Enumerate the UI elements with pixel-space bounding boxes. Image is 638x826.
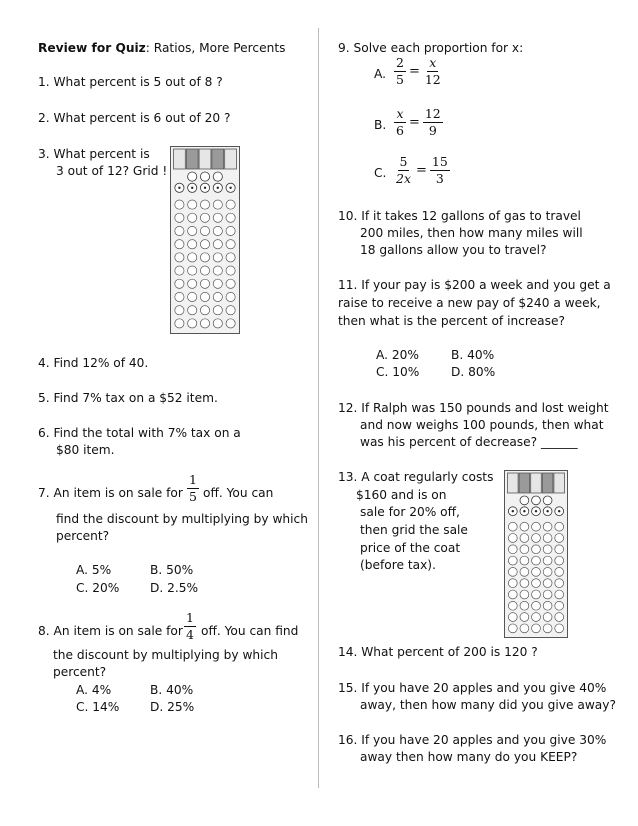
grid-digit-bubble — [188, 292, 197, 301]
grid-decimal-dot — [217, 187, 219, 189]
grid-digit-bubble — [200, 306, 209, 315]
question-7-line2: find the discount by multiplying by which — [56, 512, 308, 526]
grid-digit-bubble — [520, 567, 529, 576]
question-9: 9. Solve each proportion for x: — [338, 41, 524, 55]
q8-choice-a: A. 4% — [76, 683, 112, 697]
grid-digit-bubble — [213, 226, 222, 235]
question-4: 4. Find 12% of 40. — [38, 356, 149, 370]
q9c-label: C. — [374, 166, 387, 180]
grid-digit-bubble — [543, 534, 552, 543]
grid-answer-box — [186, 149, 198, 169]
question-7-line3: percent? — [56, 529, 110, 543]
grid-digit-bubble — [188, 306, 197, 315]
q9b-label: B. — [374, 118, 387, 132]
grid-digit-bubble — [226, 279, 235, 288]
grid-decimal-dot — [229, 187, 231, 189]
grid-digit-bubble — [543, 624, 552, 633]
question-10-line1: 10. If it takes 12 gallons of gas to travel — [338, 209, 581, 223]
grid-digit-bubble — [532, 624, 541, 633]
grid-digit-bubble — [508, 534, 517, 543]
question-12-line2: and now weighs 100 pounds, then what — [360, 418, 604, 432]
question-13-line3: sale for 20% off, — [360, 505, 460, 519]
grid-digit-bubble — [175, 240, 184, 249]
q8-numerator: 1 — [186, 610, 194, 625]
grid-digit-bubble — [532, 545, 541, 554]
grid-slash-bubble — [200, 172, 209, 181]
grid-digit-bubble — [508, 556, 517, 565]
q7-choice-d: D. 2.5% — [150, 581, 199, 595]
question-14: 14. What percent of 200 is 120 ? — [338, 645, 538, 659]
grid-digit-bubble — [200, 213, 209, 222]
grid-digit-bubble — [200, 292, 209, 301]
grid-digit-bubble — [213, 200, 222, 209]
grid-answer-box — [531, 473, 542, 493]
grid-digit-bubble — [226, 213, 235, 222]
q7-numerator: 1 — [189, 472, 197, 487]
grid-decimal-dot — [178, 187, 180, 189]
question-16-line2: away then how many do you KEEP? — [360, 750, 578, 764]
grid-digit-bubble — [200, 240, 209, 249]
grid-digit-bubble — [175, 266, 184, 275]
grid-decimal-dot — [191, 187, 193, 189]
grid-digit-bubble — [520, 590, 529, 599]
question-13-line1: 13. A coat regularly costs — [338, 470, 494, 484]
question-12-line1: 12. If Ralph was 150 pounds and lost weight — [338, 401, 609, 415]
question-15-line2: away, then how many did you give away? — [360, 698, 616, 712]
grid-slash-bubble — [188, 172, 197, 181]
q8-denominator: 4 — [186, 627, 194, 642]
grid-digit-bubble — [520, 579, 529, 588]
question-3-line2: 3 out of 12? Grid ! — [56, 164, 168, 178]
question-5: 5. Find 7% tax on a $52 item. — [38, 391, 218, 405]
grid-digit-bubble — [226, 292, 235, 301]
grid-digit-bubble — [200, 226, 209, 235]
q9c-proportion: $\frac{5}{2x}$ = $\frac{15}{3}$ — [396, 154, 448, 186]
grid-digit-bubble — [226, 253, 235, 262]
grid-digit-bubble — [188, 253, 197, 262]
question-8-suffix: off. You can find — [201, 624, 299, 638]
grid-digit-bubble — [226, 200, 235, 209]
grid-digit-bubble — [213, 253, 222, 262]
grid-digit-bubble — [200, 253, 209, 262]
question-13-line5: price of the coat — [360, 541, 461, 555]
question-13-line4: then grid the sale — [360, 523, 468, 537]
grid-digit-bubble — [213, 213, 222, 222]
question-1: 1. What percent is 5 out of 8 ? — [38, 75, 223, 89]
grid-digit-bubble — [508, 590, 517, 599]
grid-digit-bubble — [175, 253, 184, 262]
q11-choice-d: D. 80% — [451, 365, 496, 379]
grid-digit-bubble — [543, 613, 552, 622]
grid-decimal-dot — [523, 510, 525, 512]
grid-digit-bubble — [520, 601, 529, 610]
grid-digit-bubble — [508, 567, 517, 576]
grid-digit-bubble — [200, 200, 209, 209]
grid-digit-bubble — [508, 613, 517, 622]
q7-denominator: 5 — [189, 489, 197, 504]
grid-slash-bubble — [213, 172, 222, 181]
grid-digit-bubble — [543, 579, 552, 588]
grid-digit-bubble — [532, 579, 541, 588]
question-11-line3: then what is the percent of increase? — [338, 314, 565, 328]
grid-slash-bubble — [543, 496, 552, 505]
question-13-line6: (before tax). — [360, 558, 436, 572]
grid-digit-bubble — [555, 590, 564, 599]
question-2: 2. What percent is 6 out of 20 ? — [38, 111, 231, 125]
grid-digit-bubble — [213, 240, 222, 249]
grid-decimal-dot — [558, 510, 560, 512]
grid-digit-bubble — [175, 200, 184, 209]
grid-digit-bubble — [520, 522, 529, 531]
q7-choice-a: A. 5% — [76, 563, 112, 577]
question-16-line1: 16. If you have 20 apples and you give 30% — [338, 733, 607, 747]
grid-digit-bubble — [532, 556, 541, 565]
grid-digit-bubble — [555, 579, 564, 588]
grid-digit-bubble — [175, 319, 184, 328]
grid-digit-bubble — [532, 522, 541, 531]
grid-answer-box — [199, 149, 211, 169]
grid-digit-bubble — [543, 567, 552, 576]
grid-digit-bubble — [555, 556, 564, 565]
q8-choice-d: D. 25% — [150, 700, 195, 714]
grid-digit-bubble — [175, 279, 184, 288]
q9b-proportion: $\frac{x}{6}$ = $\frac{12}{9}$ — [396, 106, 441, 138]
grid-answer-box — [554, 473, 565, 493]
grid-digit-bubble — [213, 279, 222, 288]
grid-digit-bubble — [555, 545, 564, 554]
grid-digit-bubble — [188, 240, 197, 249]
grid-digit-bubble — [520, 613, 529, 622]
grid-digit-bubble — [200, 266, 209, 275]
grid-digit-bubble — [508, 601, 517, 610]
question-10-line2: 200 miles, then how many miles will — [360, 226, 583, 240]
grid-digit-bubble — [532, 590, 541, 599]
grid-answer-box — [174, 149, 186, 169]
grid-answer-box — [225, 149, 237, 169]
grid-digit-bubble — [508, 545, 517, 554]
grid-digit-bubble — [532, 613, 541, 622]
grid-digit-bubble — [532, 567, 541, 576]
question-8-line2: the discount by multiplying by which — [53, 648, 278, 662]
grid-digit-bubble — [226, 226, 235, 235]
grid-digit-bubble — [555, 624, 564, 633]
question-13-line2: $160 and is on — [356, 488, 447, 502]
grid-digit-bubble — [226, 266, 235, 275]
grid-digit-bubble — [555, 601, 564, 610]
question-6-line2: $80 item. — [56, 443, 115, 457]
question-8-line3: percent? — [53, 665, 107, 679]
grid-digit-bubble — [543, 590, 552, 599]
grid-decimal-dot — [546, 510, 548, 512]
q8-choice-b: B. 40% — [150, 683, 194, 697]
grid-digit-bubble — [520, 624, 529, 633]
grid-digit-bubble — [543, 601, 552, 610]
question-11-line2: raise to receive a new pay of $240 a week, — [338, 296, 601, 310]
grid-digit-bubble — [543, 545, 552, 554]
title-bold: Review for Quiz — [38, 41, 146, 55]
grid-digit-bubble — [226, 240, 235, 249]
grid-digit-bubble — [520, 534, 529, 543]
grid-digit-bubble — [188, 213, 197, 222]
grid-digit-bubble — [508, 624, 517, 633]
column-divider — [318, 28, 319, 788]
q9a-label: A. — [374, 67, 386, 81]
grid-answer-box — [212, 149, 224, 169]
question-3-line1: 3. What percent is — [38, 147, 150, 161]
q11-choice-c: C. 10% — [376, 365, 420, 379]
grid-digit-bubble — [532, 601, 541, 610]
grid-decimal-dot — [535, 510, 537, 512]
q11-choice-b: B. 40% — [451, 348, 495, 362]
grid-digit-bubble — [188, 226, 197, 235]
grid-digit-bubble — [175, 306, 184, 315]
grid-digit-bubble — [555, 522, 564, 531]
grid-digit-bubble — [213, 266, 222, 275]
grid-answer-box — [508, 473, 519, 493]
grid-digit-bubble — [508, 579, 517, 588]
grid-digit-bubble — [226, 319, 235, 328]
grid-digit-bubble — [520, 545, 529, 554]
grid-digit-bubble — [226, 306, 235, 315]
grid-digit-bubble — [555, 534, 564, 543]
question-7-suffix: off. You can — [203, 486, 274, 500]
grid-answer-box — [542, 473, 553, 493]
grid-digit-bubble — [532, 534, 541, 543]
grid-slash-bubble — [520, 496, 529, 505]
grid-digit-bubble — [175, 226, 184, 235]
question-8-fraction — [184, 611, 196, 642]
grid-digit-bubble — [543, 556, 552, 565]
grid-digit-bubble — [188, 266, 197, 275]
grid-digit-bubble — [188, 279, 197, 288]
answer-grid-q13 — [504, 470, 568, 638]
question-11-line1: 11. If your pay is $200 a week and you get a — [338, 278, 611, 292]
question-15-line1: 15. If you have 20 apples and you give 40% — [338, 681, 607, 695]
grid-digit-bubble — [508, 522, 517, 531]
grid-digit-bubble — [200, 319, 209, 328]
q7-choice-c: C. 20% — [76, 581, 120, 595]
grid-digit-bubble — [520, 556, 529, 565]
grid-digit-bubble — [213, 292, 222, 301]
question-10-line3: 18 gallons allow you to travel? — [360, 243, 547, 257]
grid-decimal-dot — [512, 510, 514, 512]
grid-digit-bubble — [213, 306, 222, 315]
q7-choice-b: B. 50% — [150, 563, 194, 577]
question-12-line3: was his percent of decrease? ______ — [360, 435, 578, 449]
q8-choice-c: C. 14% — [76, 700, 120, 714]
page-title — [38, 40, 285, 56]
grid-decimal-dot — [204, 187, 206, 189]
grid-digit-bubble — [188, 200, 197, 209]
title-rest: : Ratios, More Percents — [145, 41, 286, 55]
grid-digit-bubble — [175, 213, 184, 222]
grid-slash-bubble — [532, 496, 541, 505]
grid-digit-bubble — [213, 319, 222, 328]
q11-choice-a: A. 20% — [376, 348, 419, 362]
answer-grid-q3 — [170, 146, 240, 334]
question-7-prefix: 7. An item is on sale for — [38, 486, 183, 500]
grid-digit-bubble — [543, 522, 552, 531]
q9a-proportion: $\frac{2}{5}$ = $\frac{x}{12}$ — [396, 55, 441, 87]
grid-digit-bubble — [200, 279, 209, 288]
question-7-fraction — [187, 473, 199, 504]
grid-digit-bubble — [188, 319, 197, 328]
grid-digit-bubble — [555, 613, 564, 622]
grid-answer-box — [519, 473, 530, 493]
grid-digit-bubble — [175, 292, 184, 301]
question-8-prefix: 8. An item is on sale for — [38, 624, 183, 638]
grid-digit-bubble — [555, 567, 564, 576]
question-6-line1: 6. Find the total with 7% tax on a — [38, 426, 241, 440]
